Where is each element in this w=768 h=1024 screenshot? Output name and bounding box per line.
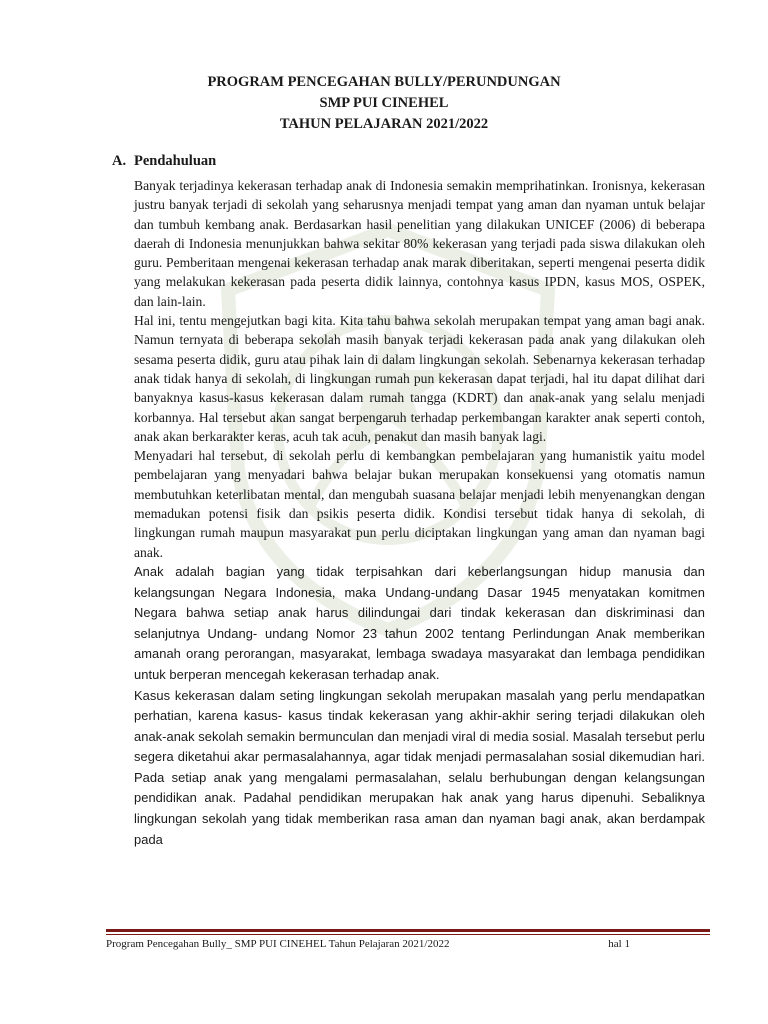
paragraph: Hal ini, tentu mengejutkan bagi kita. Kita tahu bahwa sekolah merupakan tempat yang aman bagi anak. Namun ternyata di beberapa sekolah masih banyak terjadi kekerasan pada anak yang dilakukan oleh sesama peserta didik, guru atau pihak lain di dalam lingkungan sekolah. Sebenarnya kekerasan terhadap anak tidak hanya di sekolah, di lingkungan rumah pun kekerasan dapat terjadi, hal itu dapat dilihat dari banyaknya kasus-kasus kekerasan dalam rumah tangga (KDRT) dan anak-anak yang selalu menjadi korbannya. Hal tersebut akan sangat berpengaruh terhadap perkembangan karakter anak seperti contoh, anak akan berkarakter keras, acuh tak acuh, penakut dan masih banyak lagi. [134,313,705,444]
section-heading [112,153,216,170]
title-line-2: SMP PUI CINEHEL [319,95,449,111]
document-title [0,72,768,135]
title-line-1: PROGRAM PENCEGAHAN BULLY/PERUNDUNGAN [207,74,561,90]
document-body [134,176,705,850]
footer-divider-thin [106,934,710,935]
paragraph: Anak adalah bagian yang tidak terpisahkan dari keberlangsungan hidup manusia dan kelangsungan Negara Indonesia, maka Undang-undang Dasar 1945 menyatakan komitmen Negara bahwa setiap anak harus dilindungai dari tindak kekerasan dan diskriminasi dan selanjutnya Undang- undang Nomor 23 tahun 2002 tentang Perlindungan Anak memberikan amanah orang perorangan, masyarakat, lembaga swadaya masyarakat dan lembaga pendidikan untuk berperan mencegah kekerasan terhadap anak. [134,563,705,682]
paragraph: Kasus kekerasan dalam seting lingkungan sekolah merupakan masalah yang perlu mendapatkan perhatian, karena kasus- kasus tindak kekerasan yang akhir-akhir sering terjadi dilakukan oleh anak-anak sekolah semakin bermunculan dan menjadi viral di media sosial. Masalah tersebut perlu segera diketahui akar permasalahannya, agar tidak menjadi permasalahan sosial dikemudian hari. Pada setiap anak yang mengalami permasalahan, selalu berhubungan dengan kelangsungan pendidikan anak. Padahal pendidikan merupakan hak anak yang harus dipenuhi. Sebaliknya lingkungan sekolah yang tidak memberikan rasa aman dan nyaman bagi anak, akan berdampak pada [134,687,705,847]
footer-divider-thick [106,929,710,932]
page-footer [106,938,710,950]
page-number: hal 1 [608,938,630,950]
paragraph: Menyadari hal tersebut, di sekolah perlu di kembangkan pembelajaran yang humanistik yaitu model pembelajaran yang menyadari bahwa belajar bukan merupakan konsekuensi yang otomatis namun membutuhkan keterlibatan mental, dan mengubah suasana belajar menjadi lebih menyenangkan dengan memadukan potensi fisik dan psikis peserta didik. Kondisi tersebut tidak hanya di sekolah, di lingkungan rumah maupun masyarakat pun perlu diciptakan lingkungan yang aman dan nyaman bagi anak. [134,448,705,560]
footer-title: Program Pencegahan Bully_ SMP PUI CINEHEL Tahun Pelajaran 2021/2022 [106,938,450,950]
section-title: Pendahuluan [134,153,217,169]
title-line-3: TAHUN PELAJARAN 2021/2022 [279,116,489,132]
paragraph: Banyak terjadinya kekerasan terhadap anak di Indonesia semakin memprihatinkan. Ironisnya, kekerasan justru banyak terjadi di sekolah yang seharusnya menjadi tempat yang aman dan nyaman untuk belajar dan tumbuh kembang anak. Berdasarkan hasil penelitian yang dilakukan UNICEF (2006) di beberapa daerah di Indonesia menunjukkan bahwa sekitar 80% kekerasan yang terjadi pada siswa dilakukan oleh guru. Pemberitaan mengenai kekerasan terhadap anak marak diberitakan, seperti mengenai peserta didik yang melakukan kekerasan pada peserta didik lainnya, contohnya kasus IPDN, kasus MOS, OSPEK, dan lain-lain. [134,178,705,309]
section-letter: A. [112,153,127,169]
